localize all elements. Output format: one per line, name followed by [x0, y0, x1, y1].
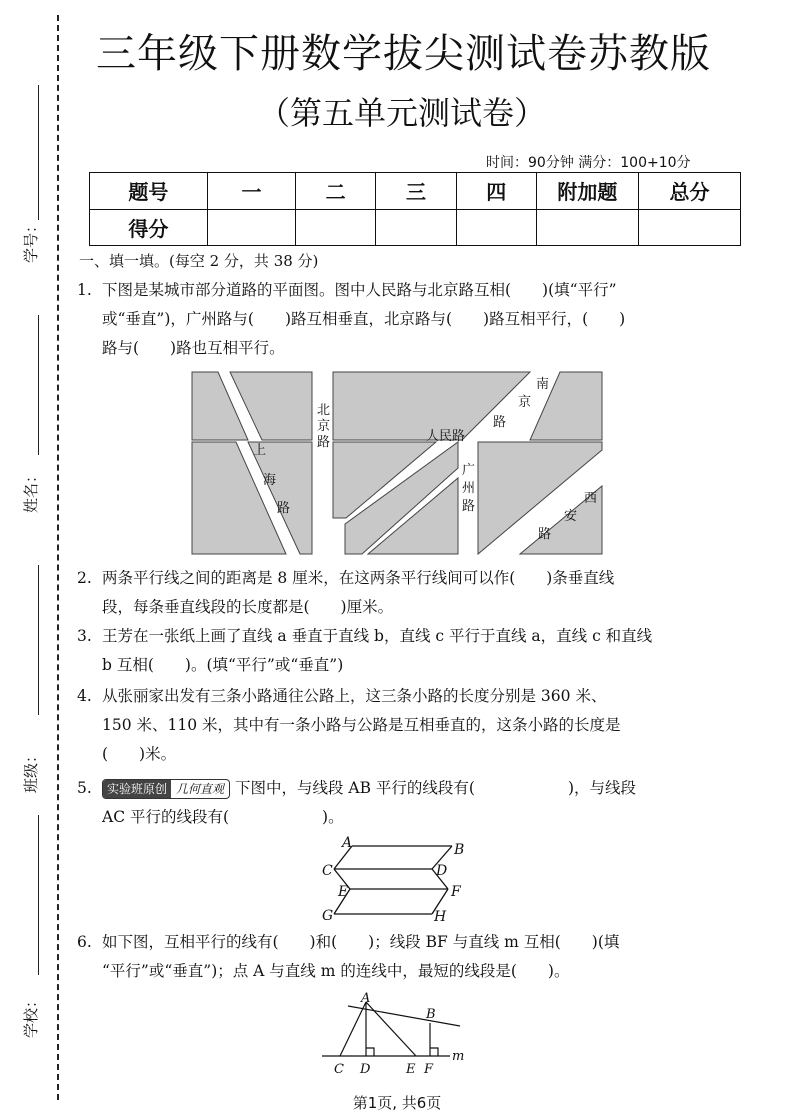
road-label: 路 [277, 501, 291, 516]
question-3 [77, 622, 652, 680]
question-text: 下图是某城市部分道路的平面图。图中人民路与北京路互相( )(填“平行” [102, 281, 617, 299]
road-label: 海 [263, 473, 277, 488]
score-header-cell: 总分 [638, 173, 740, 210]
point-label: G [322, 908, 334, 924]
badge-original: 实验班原创 [103, 780, 171, 798]
name-line [38, 315, 39, 455]
parallel-segments-figure [320, 834, 470, 926]
question-2 [77, 564, 614, 622]
point-label: E [338, 884, 349, 900]
page-title: 三年级下册数学拔尖测试卷苏教版 [96, 31, 711, 77]
name-label: 姓名： [22, 467, 41, 514]
question-number: 4. [77, 687, 92, 705]
score-cell[interactable] [638, 209, 740, 246]
score-header-cell: 附加题 [536, 173, 638, 210]
question-6 [77, 928, 619, 986]
lines-figure [318, 990, 478, 1076]
score-header-cell: 四 [456, 173, 536, 210]
class-line [38, 565, 39, 715]
question-text: 下图中，与线段 AB 平行的线段有( )，与线段 [234, 779, 637, 797]
point-label: C [322, 863, 333, 879]
question-text: 王芳在一张纸上画了直线 a 垂直于直线 b，直线 c 平行于直线 a，直线 c 和直线 [102, 627, 653, 645]
student-id-line [38, 85, 39, 220]
score-cell[interactable] [376, 209, 456, 246]
page-number: 第1页, 共6页 [352, 1094, 442, 1112]
point-label: D [360, 1062, 371, 1076]
point-label: H [434, 909, 447, 925]
question-badge [102, 779, 230, 799]
road-label: 西 [584, 491, 598, 506]
section-title: 一、填一填。(每空 2 分，共 38 分) [79, 252, 319, 270]
question-text: 路与( )路也互相平行。 [102, 339, 285, 357]
binding-strip [0, 0, 70, 1120]
question-number: 2. [77, 569, 92, 587]
road-label: 南 [536, 377, 550, 392]
question-text: b 互相( )。(填“平行”或“垂直”) [102, 656, 344, 674]
point-label: B [454, 842, 465, 858]
question-text: AC 平行的线段有( )。 [102, 808, 344, 826]
school-label: 学校： [22, 992, 41, 1039]
question-text: 两条平行线之间的距离是 8 厘米，在这两条平行线间可以作( )条垂直线 [102, 569, 615, 587]
point-label: A [342, 835, 353, 851]
school-line [38, 815, 39, 975]
question-5 [77, 774, 636, 832]
line-label: m [452, 1049, 465, 1064]
road-label: 州 [462, 481, 476, 496]
road-label: 安 [564, 509, 578, 524]
point-label: A [361, 991, 371, 1006]
road-label: 路 [493, 415, 507, 430]
road-label: 京 [317, 419, 331, 434]
class-label: 班级： [22, 747, 41, 794]
point-label: F [451, 884, 461, 900]
score-header-cell: 一 [207, 173, 295, 210]
road-label: 广 [462, 463, 476, 478]
badge-geometry: 几何直观 [176, 782, 225, 796]
question-number: 3. [77, 627, 92, 645]
question-number: 6. [77, 933, 92, 951]
question-text: 或“垂直”)，广州路与( )路互相垂直，北京路与( )路互相平行，( ) [102, 310, 626, 328]
score-header-cell: 三 [376, 173, 456, 210]
road-label: 路 [317, 435, 331, 450]
score-cell[interactable] [536, 209, 638, 246]
point-label: D [436, 863, 448, 879]
road-label: 路 [462, 499, 476, 514]
road-label: 京 [518, 395, 532, 410]
question-text: “平行”或“垂直”)；点 A 与直线 m 的连线中，最短的线段是( )。 [102, 962, 570, 980]
point-label: E [406, 1062, 416, 1076]
question-number: 5. [77, 779, 92, 797]
score-table-header-row [90, 173, 741, 210]
road-label: 路 [538, 527, 552, 542]
fold-line [57, 15, 59, 1100]
question-text: 从张丽家出发有三条小路通往公路上，这三条小路的长度分别是 360 米、 [102, 687, 607, 705]
question-1 [77, 276, 625, 363]
question-text: 150 米、110 米，其中有一条小路与公路是互相垂直的，这条小路的长度是 [102, 716, 621, 734]
score-table [89, 172, 741, 246]
score-row-label: 得分 [90, 209, 208, 246]
time-info: 时间：90分钟 满分：100+10分 [486, 155, 691, 171]
question-text: 如下图，互相平行的线有( )和( )；线段 BF 与直线 m 互相( )(填 [102, 933, 620, 951]
score-cell[interactable] [456, 209, 536, 246]
score-cell[interactable] [296, 209, 376, 246]
score-table-score-row [90, 209, 741, 246]
road-label: 上 [253, 443, 267, 458]
score-cell[interactable] [207, 209, 295, 246]
question-text: 段，每条垂直线段的长度都是( )厘米。 [102, 598, 394, 616]
question-4 [77, 682, 621, 769]
student-id-label: 学号： [22, 217, 41, 264]
point-label: F [424, 1062, 434, 1076]
road-label: 北 [317, 403, 331, 418]
road-label: 人民路 [426, 429, 466, 444]
point-label: B [426, 1007, 436, 1022]
question-number: 1. [77, 281, 92, 299]
point-label: C [334, 1062, 344, 1076]
score-header-cell: 二 [296, 173, 376, 210]
question-text: ( )米。 [102, 745, 177, 763]
page-subtitle: （第五单元测试卷） [258, 94, 547, 132]
score-header-cell: 题号 [90, 173, 208, 210]
road-map-figure [190, 368, 604, 556]
